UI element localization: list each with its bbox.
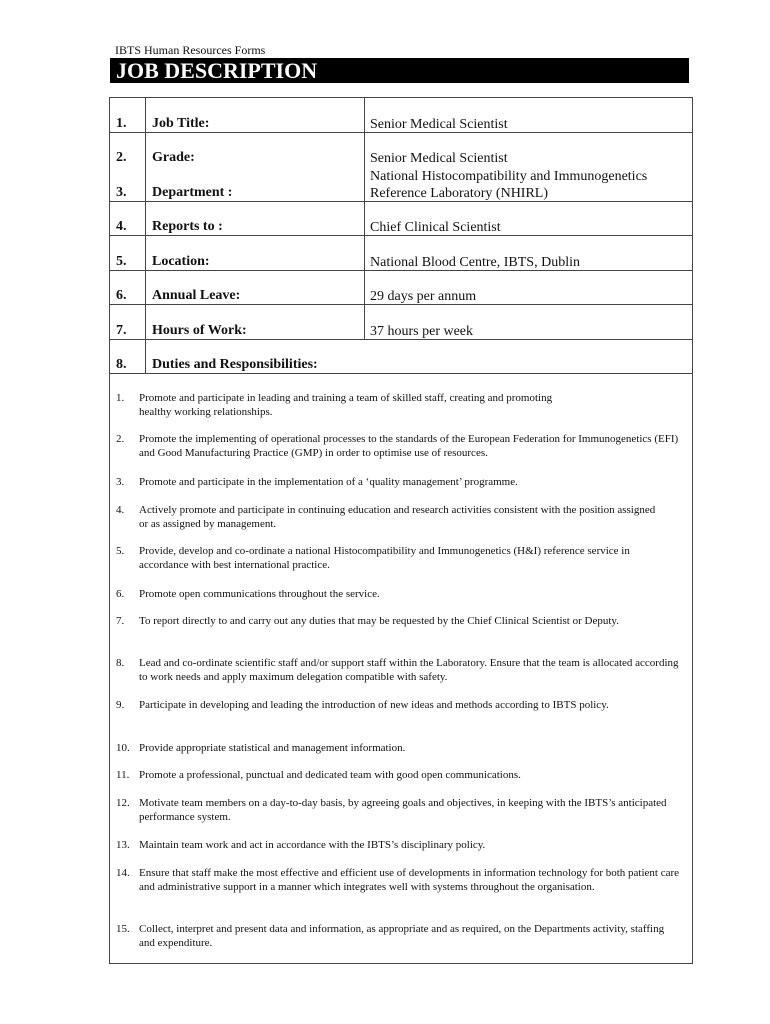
duty-text: Promote open communications throughout the service. xyxy=(139,588,380,600)
field-number: 6. xyxy=(116,288,127,303)
location-label: Location: xyxy=(152,254,210,269)
duty-number: 13. xyxy=(116,839,130,851)
duty-item xyxy=(116,741,691,755)
duty-text: Promote the implementing of operational processes to the standards of the European Federation for Immunogenetics (EFI) and Good Manufacturing Practice (GMP) in order to optimise use of resources. xyxy=(139,433,679,459)
field-number: 8. xyxy=(116,357,127,372)
duty-item xyxy=(116,432,691,460)
department-label: Department : xyxy=(152,185,233,200)
duty-text: Promote and participate in leading and training a team of skilled staff, creating and promoting healthy working relationships. xyxy=(139,392,553,418)
duty-number: 5. xyxy=(116,545,125,557)
annual-leave-label: Annual Leave: xyxy=(152,288,241,303)
field-number: 7. xyxy=(116,323,127,338)
duty-item xyxy=(116,698,691,712)
duty-item xyxy=(116,475,691,489)
duty-number: 15. xyxy=(116,923,130,935)
grade-value: Senior Medical Scientist xyxy=(370,151,508,166)
duty-item xyxy=(116,838,691,852)
duty-item xyxy=(116,503,691,531)
duty-text: Ensure that staff make the most effective and efficient use of developments in information technology for both patient care and administrative support in a manner which integrates well with systems throughout the organisation. xyxy=(139,867,680,893)
duty-text: Collect, interpret and present data and information, as appropriate and as required, on the Departments activity, staffing and expenditure. xyxy=(139,923,665,949)
row-divider xyxy=(109,373,693,374)
duty-item xyxy=(116,768,691,782)
reports-to-label: Reports to : xyxy=(152,219,223,234)
duty-item xyxy=(116,391,691,419)
hours-of-work-label: Hours of Work: xyxy=(152,323,247,338)
duty-number: 10. xyxy=(116,742,130,754)
page-title: JOB DESCRIPTION xyxy=(110,58,689,83)
hours-of-work-value: 37 hours per week xyxy=(370,324,474,339)
duty-number: 6. xyxy=(116,588,125,600)
duty-text: To report directly to and carry out any duties that may be requested by the Chief Clinical Scientist or Deputy. xyxy=(139,615,619,627)
duty-text: Provide, develop and co-ordinate a national Histocompatibility and Immunogenetics (H&I) reference service in accordance with best international practice. xyxy=(139,545,630,571)
duty-text: Promote and participate in the implementation of a ‘quality management’ programme. xyxy=(139,476,518,488)
duty-text: Actively promote and participate in continuing education and research activities consistent with the position assigned or as assigned by management. xyxy=(139,504,656,530)
duty-text: Participate in developing and leading the introduction of new ideas and methods according to IBTS policy. xyxy=(139,699,609,711)
duty-item xyxy=(116,614,691,628)
duty-text: Maintain team work and act in accordance with the IBTS’s disciplinary policy. xyxy=(139,839,486,851)
duty-number: 3. xyxy=(116,476,125,488)
job-title-value: Senior Medical Scientist xyxy=(370,117,508,132)
duties-heading: Duties and Responsibilities: xyxy=(152,357,318,372)
job-title-label: Job Title: xyxy=(152,116,210,131)
column-divider-value xyxy=(364,97,365,339)
duty-number: 4. xyxy=(116,504,125,516)
field-number: 2. xyxy=(116,150,127,165)
duty-number: 1. xyxy=(116,392,125,404)
duty-text: Motivate team members on a day-to-day basis, by agreeing goals and objectives, in keeping with the IBTS’s anticipated performance system. xyxy=(139,797,667,823)
duty-text: Provide appropriate statistical and management information. xyxy=(139,742,406,754)
duty-item xyxy=(116,796,691,824)
duty-item xyxy=(116,587,691,601)
field-number: 1. xyxy=(116,116,127,131)
reports-to-value: Chief Clinical Scientist xyxy=(370,220,501,235)
duty-text: Promote a professional, punctual and dedicated team with good open communications. xyxy=(139,769,521,781)
field-number: 4. xyxy=(116,219,127,234)
grade-label: Grade: xyxy=(152,150,195,165)
duty-item xyxy=(116,922,691,950)
duty-number: 2. xyxy=(116,433,125,445)
duty-number: 8. xyxy=(116,657,125,669)
form-header-label: IBTS Human Resources Forms xyxy=(115,43,266,57)
duty-number: 12. xyxy=(116,797,130,809)
annual-leave-value: 29 days per annum xyxy=(370,289,477,304)
duty-number: 7. xyxy=(116,615,125,627)
location-value: National Blood Centre, IBTS, Dublin xyxy=(370,255,580,270)
duty-item xyxy=(116,656,691,684)
department-value: National Histocompatibility and Immunogenetics Reference Laboratory (NHIRL) xyxy=(370,169,648,201)
duty-item xyxy=(116,866,691,894)
field-number: 3. xyxy=(116,185,127,200)
duty-text: Lead and co-ordinate scientific staff and/or support staff within the Laboratory. Ensure that the team is allocated according to work needs and apply maximum delegation compatible with safety. xyxy=(139,657,679,683)
duty-number: 11. xyxy=(116,769,130,781)
duty-item xyxy=(116,544,691,572)
field-number: 5. xyxy=(116,254,127,269)
duty-number: 9. xyxy=(116,699,125,711)
duty-number: 14. xyxy=(116,867,130,879)
